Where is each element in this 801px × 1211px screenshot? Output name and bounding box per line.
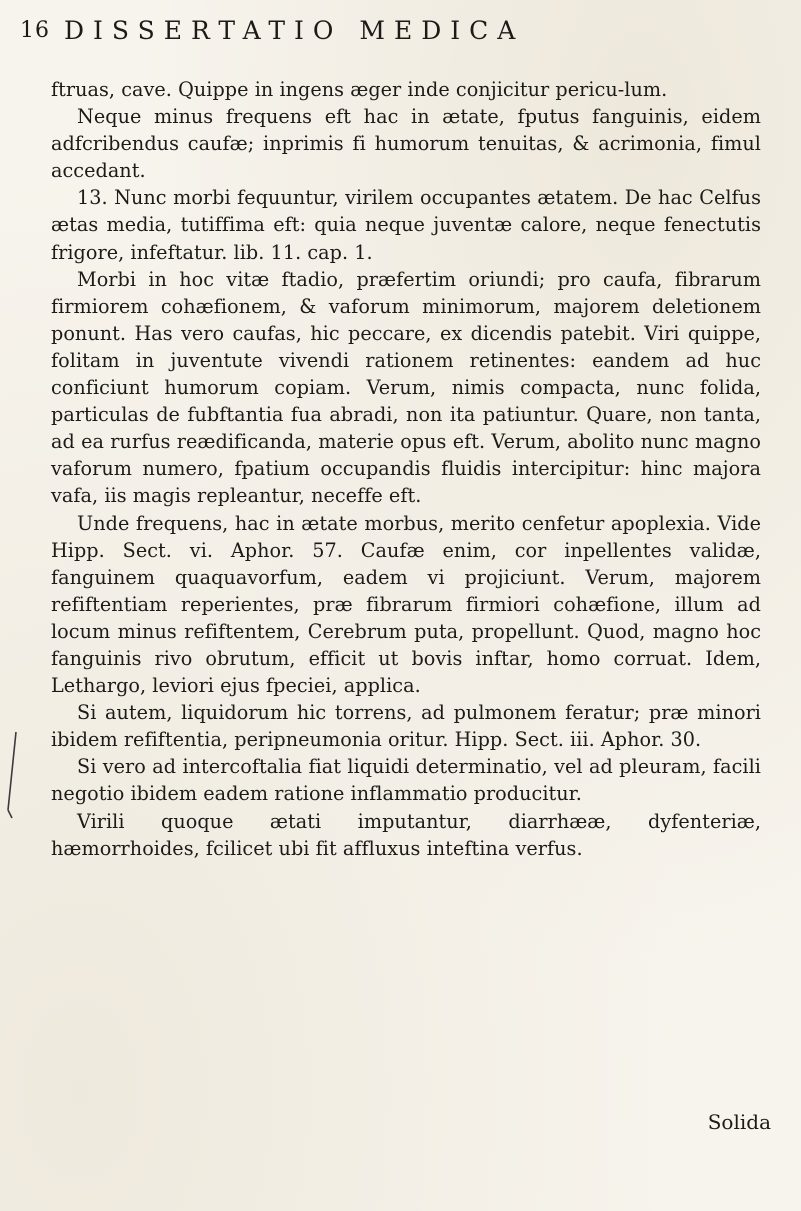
paragraph-continuation: ftruas, cave. Quippe in ingens æger inde conjicitur pericu-lum. [51,78,668,101]
page-number: 16 [20,18,50,43]
paragraph-section-13: 13. Nunc morbi fequuntur, virilem occupantes ætatem. De hac Celfus ætas media, tutiffima eft: quia neque juventæ calore, neque fenectutis frigore, infeftatur. lib. 11. cap. 1. [51,186,761,264]
catchword: Solida [707,1110,771,1134]
paragraph: Unde frequens, hac in ætate morbus, merito cenfetur apoplexia. Vide Hipp. Sect. vi. Aphor. 57. Caufæ enim, cor inpellentes validæ, fanguinem quaquavorfum, eadem vi projiciunt. Verum, majorem refiftentiam reperientes, præ fibrarum firmiori cohæfione, illum ad locum minus refiftentem, Cerebrum puta, propellunt. Quod, magno hoc fanguinis rivo obrutum, efficit ut bovis inftar, homo corruat. Idem, Lethargo, leviori ejus fpeciei, applica. [51,511,761,698]
body-text [51,76,761,862]
paragraph: Neque minus frequens eft hac in ætate, fputus fanguinis, eidem adfcribendus caufæ; inprimis fi humorum tenuitas, & acrimonia, fimul accedant. [51,105,761,183]
margin-pencil-mark-icon [2,730,22,820]
paragraph: Morbi in hoc vitæ ftadio, præfertim oriundi; pro caufa, fibrarum firmiorem cohæfionem, & vaforum minimorum, majorem deletionem ponunt. Has vero caufas, hic peccare, ex dicendis patebit. Viri quippe, folitam in juventute vivendi rationem retinentes: eandem ad huc conficiunt humorum copiam. Verum, nimis compacta, nunc folida, particulas de fubftantia fua abradi, non ita patiuntur. Quare, non tanta, ad ea rurfus reædificanda, materie opus eft. Verum, abolito nunc magno vaforum numero, fpatium occupandis fluidis intercipitur: hinc majora vafa, iis magis repleantur, neceffe eft. [51,267,761,508]
paragraph: Si autem, liquidorum hic torrens, ad pulmonem feratur; præ minori ibidem refiftentia, peripneumonia oritur. Hipp. Sect. iii. Aphor. 30. [51,701,761,752]
page-header [20,14,780,54]
paragraph: Si vero ad intercoftalia fiat liquidi determinatio, vel ad pleuram, facili negotio ibidem eadem ratione inflammatio producitur. [51,755,761,806]
paragraph: Virili quoque ætati imputantur, diarrhææ, dyfenteriæ, hæmorrhoides, fcilicet ubi fit affluxus inteftina verfus. [51,809,761,860]
running-title: DISSERTATIO MEDICA [64,16,525,45]
